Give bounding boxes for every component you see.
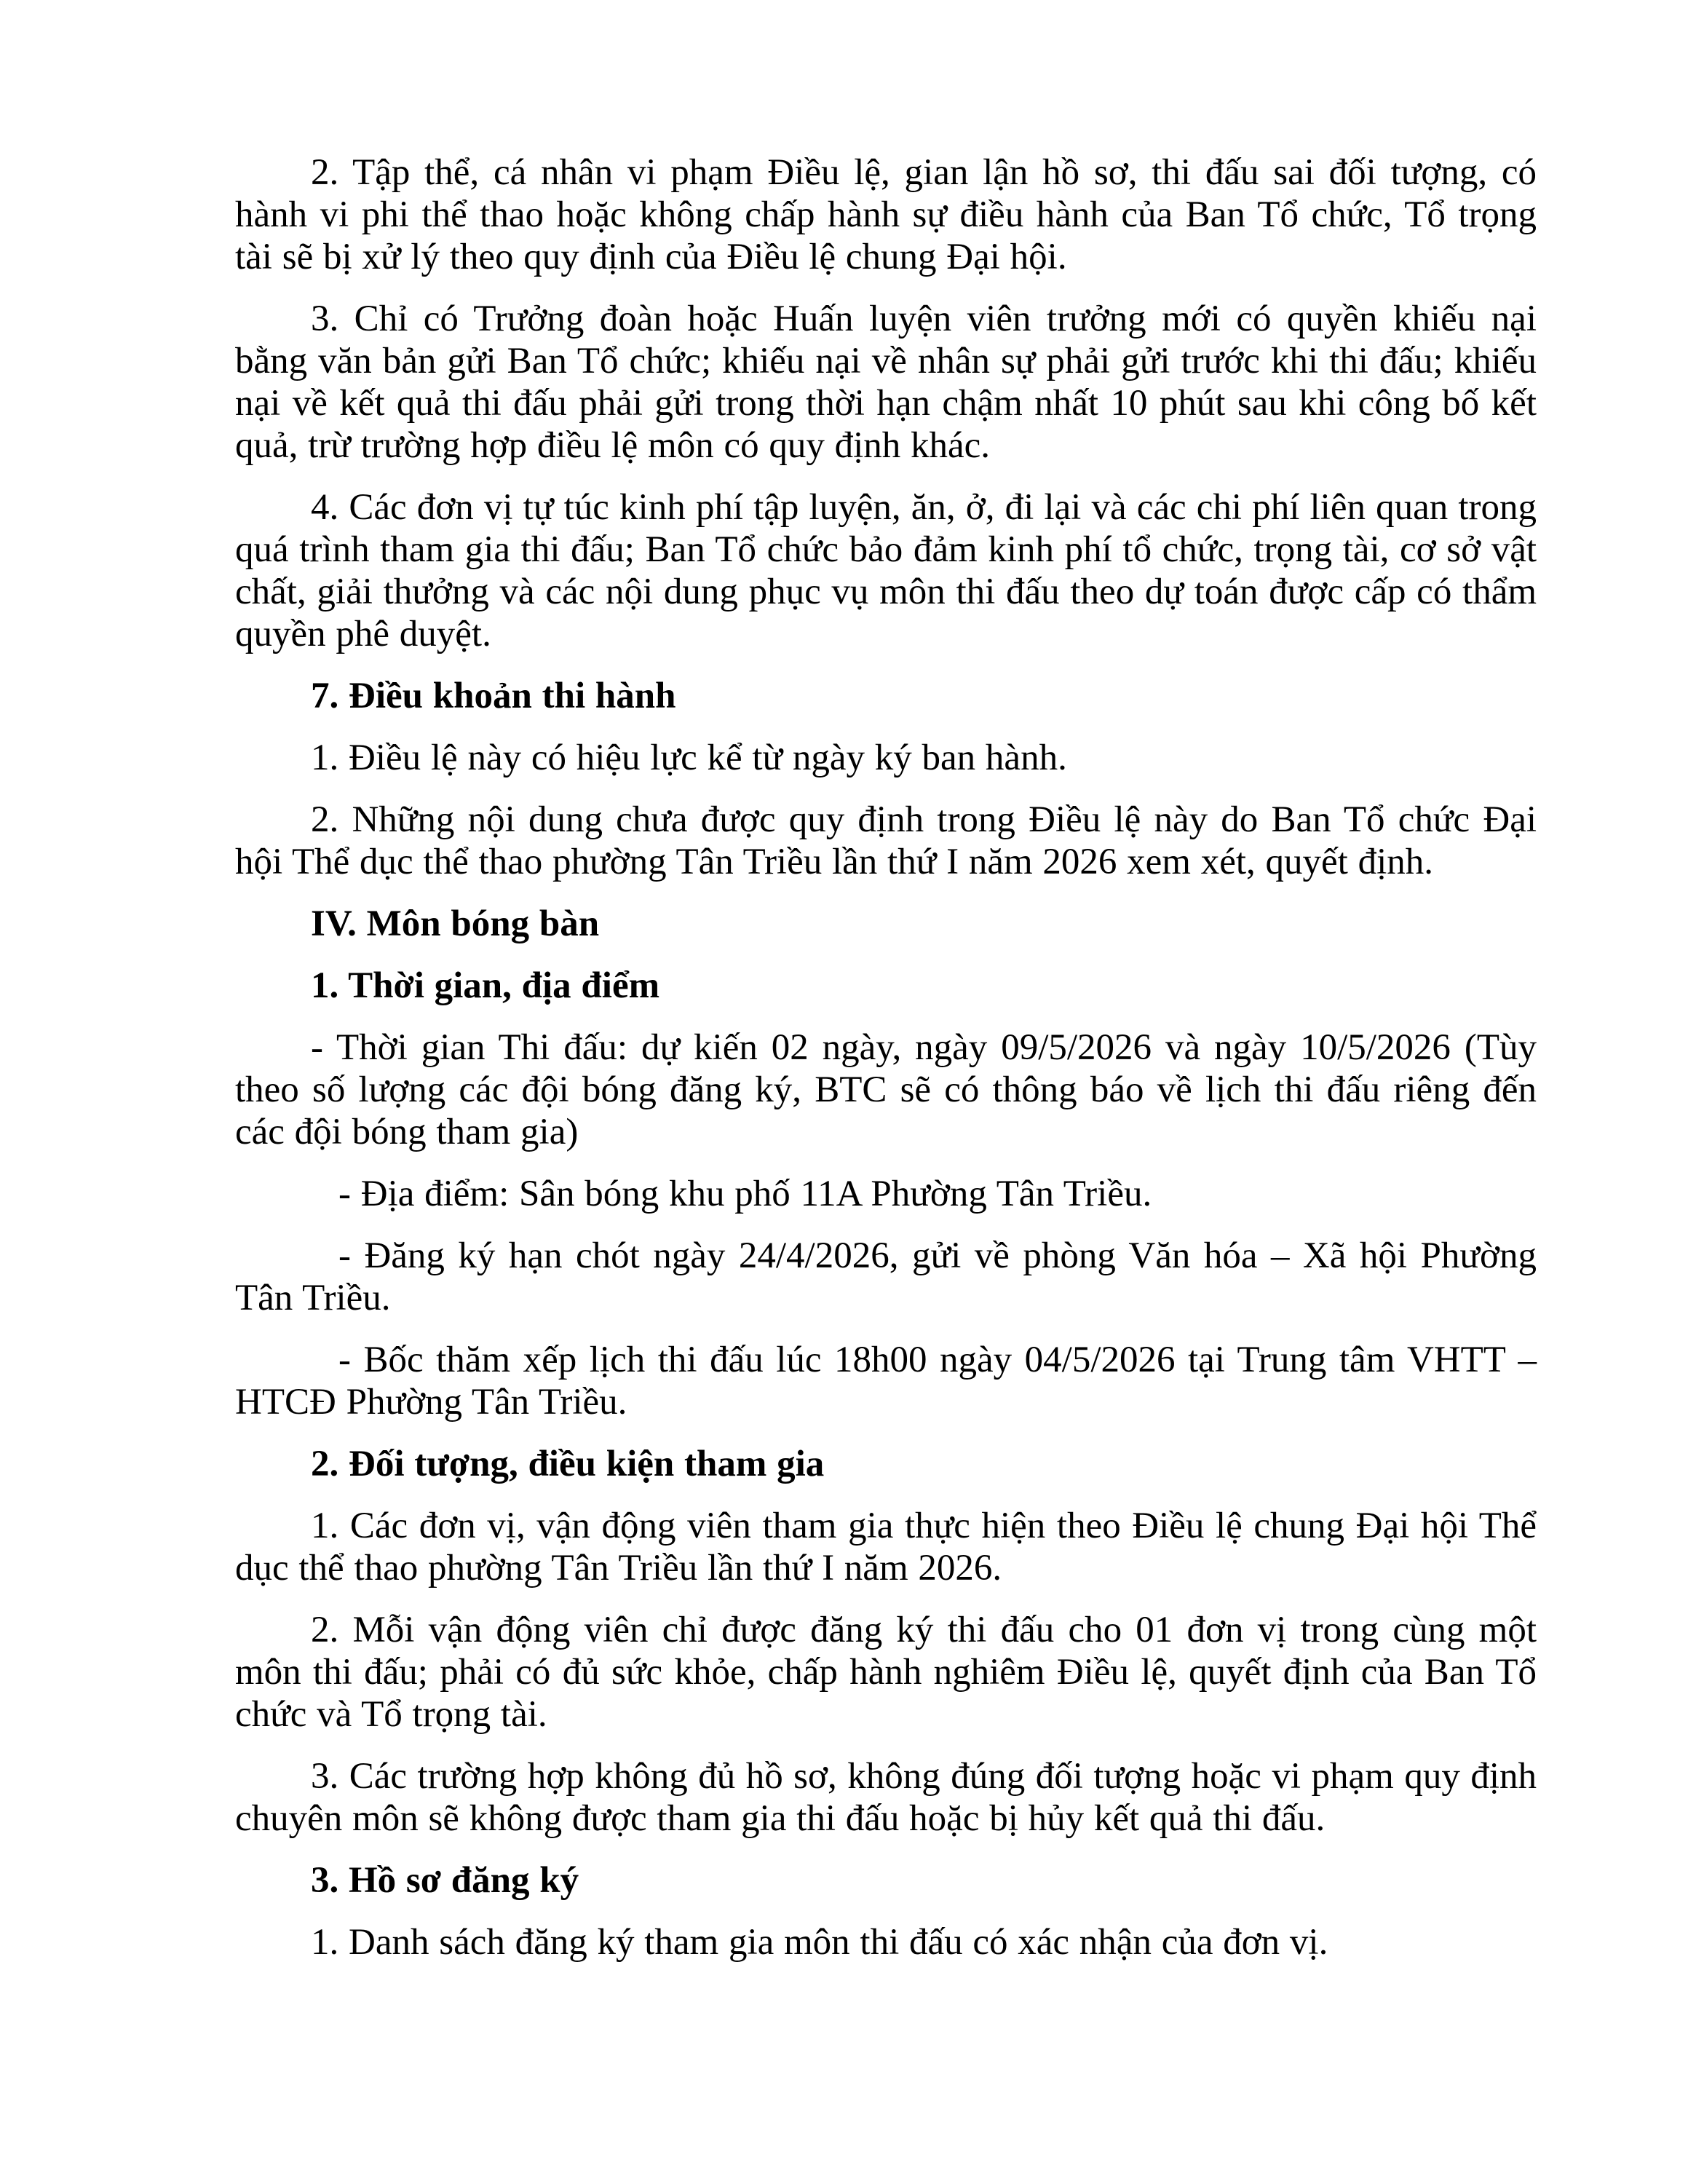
section-heading-registration-dossier: 3. Hồ sơ đăng ký [311, 1860, 579, 1901]
paragraph-participant-rule-1: 1. Các đơn vị, vận động viên tham gia thực hiện theo Điều lệ chung Đại hội Thể dục thể thao phường Tân Triều lần thứ I năm 2026. [235, 1506, 1537, 1588]
paragraph-location: - Địa điểm: Sân bóng khu phố 11A Phường Tân Triều. [338, 1174, 1152, 1214]
paragraph-participant-rule-2: 2. Mỗi vận động viên chỉ được đăng ký thi đấu cho 01 đơn vị trong cùng một môn thi đấu; phải có đủ sức khỏe, chấp hành nghiêm Điều lệ, quyết định của Ban Tổ chức và Tổ trọng tài. [235, 1610, 1537, 1735]
paragraph-unregulated-content: 2. Những nội dung chưa được quy định trong Điều lệ này do Ban Tổ chức Đại hội Thể dục thể thao phường Tân Triều lần thứ I năm 2026 xem xét, quyết định. [235, 799, 1537, 882]
paragraph-participant-rule-3: 3. Các trường hợp không đủ hồ sơ, không đúng đối tượng hoặc vi phạm quy định chuyên môn sẽ không được tham gia thi đấu hoặc bị hủy kết quả thi đấu. [235, 1756, 1537, 1839]
paragraph-complaints: 3. Chỉ có Trưởng đoàn hoặc Huấn luyện viên trưởng mới có quyền khiếu nại bằng văn bản gửi Ban Tổ chức; khiếu nại về nhân sự phải gửi trước khi thi đấu; khiếu nại về kết quả thi đấu phải gửi trong thời hạn chậm nhất 10 phút sau khi công bố kết quả, trừ trường hợp điều lệ môn có quy định khác. [235, 298, 1537, 466]
section-heading-time-place: 1. Thời gian, địa điểm [311, 965, 660, 1006]
paragraph-draw-schedule: - Bốc thăm xếp lịch thi đấu lúc 18h00 ngày 04/5/2026 tại Trung tâm VHTT – HTCĐ Phường Tân Triều. [235, 1340, 1537, 1423]
paragraph-funding: 4. Các đơn vị tự túc kinh phí tập luyện, ăn, ở, đi lại và các chi phí liên quan trong quá trình tham gia thi đấu; Ban Tổ chức bảo đảm kinh phí tổ chức, trọng tài, cơ sở vật chất, giải thưởng và các nội dung phục vụ môn thi đấu theo dự toán được cấp có thẩm quyền phê duyệt. [235, 487, 1537, 654]
section-heading-participants: 2. Đối tượng, điều kiện tham gia [311, 1444, 825, 1484]
paragraph-registration-deadline: - Đăng ký hạn chót ngày 24/4/2026, gửi về phòng Văn hóa – Xã hội Phường Tân Triều. [235, 1235, 1537, 1318]
paragraph-registration-list: 1. Danh sách đăng ký tham gia môn thi đấu có xác nhận của đơn vị. [311, 1922, 1328, 1963]
paragraph-effective-date: 1. Điều lệ này có hiệu lực kể từ ngày ký ban hành. [311, 737, 1067, 778]
section-heading-table-tennis: IV. Môn bóng bàn [311, 903, 600, 944]
paragraph-violations: 2. Tập thể, cá nhân vi phạm Điều lệ, gian lận hồ sơ, thi đấu sai đối tượng, có hành vi phi thể thao hoặc không chấp hành sự điều hành của Ban Tổ chức, Tổ trọng tài sẽ bị xử lý theo quy định của Điều lệ chung Đại hội. [235, 152, 1537, 277]
document-content [235, 151, 1537, 1983]
section-heading-enforcement: 7. Điều khoản thi hành [311, 676, 676, 716]
paragraph-competition-time: - Thời gian Thi đấu: dự kiến 02 ngày, ngày 09/5/2026 và ngày 10/5/2026 (Tùy theo số lượng các đội bóng đăng ký, BTC sẽ có thông báo về lịch thi đấu riêng đến các đội bóng tham gia) [235, 1027, 1537, 1152]
